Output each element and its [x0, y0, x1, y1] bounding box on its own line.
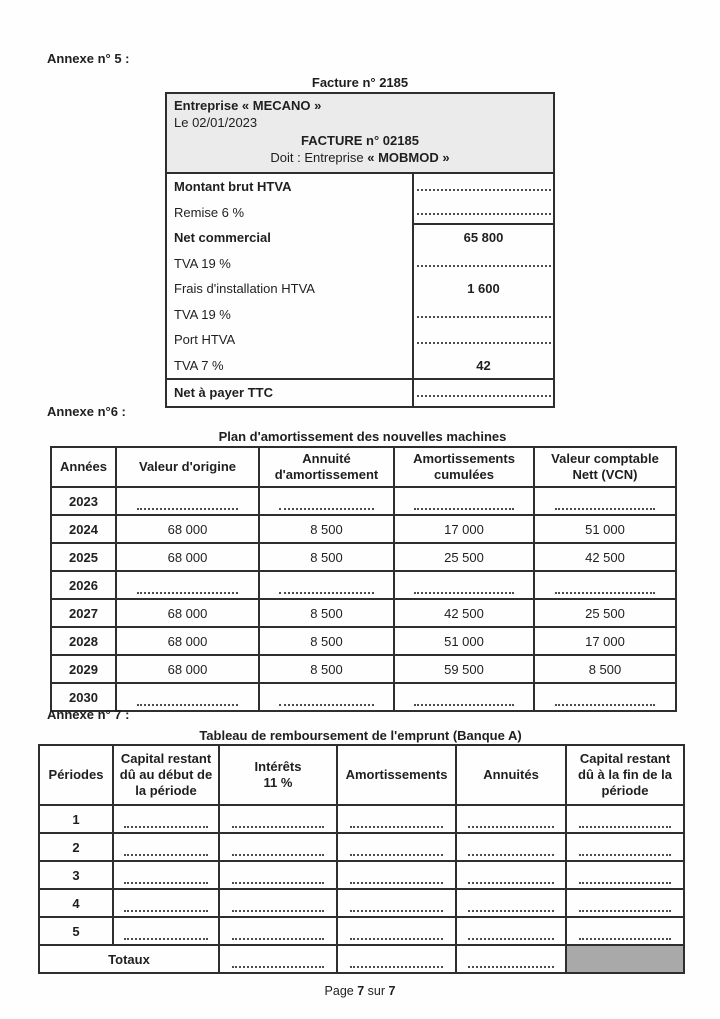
footer-separator: sur: [367, 984, 386, 998]
value-cell: [113, 861, 219, 889]
value-cell: 59 500: [394, 655, 534, 683]
table-row: [51, 655, 676, 683]
value-cell: [219, 917, 337, 945]
invoice-table: [165, 92, 555, 408]
value-cell: [337, 889, 456, 917]
year-cell: 2025: [51, 543, 116, 571]
invoice-row: [167, 302, 553, 328]
dotted-placeholder: [417, 316, 551, 318]
value-cell: [534, 487, 676, 515]
dotted-placeholder: [350, 966, 444, 968]
dotted-placeholder: [232, 938, 325, 940]
invoice-row-value: [412, 251, 553, 277]
period-cell: 5: [39, 917, 113, 945]
dotted-placeholder: [579, 826, 672, 828]
value-cell: [566, 833, 684, 861]
invoice-row-label: Net à payer TTC: [174, 385, 273, 401]
dotted-placeholder: [232, 882, 325, 884]
value-cell: [456, 833, 566, 861]
invoice-row: [167, 174, 553, 200]
value-cell: [456, 945, 566, 973]
year-cell: 2023: [51, 487, 116, 515]
column-header-annuite: Annuité d'amortissement: [259, 447, 394, 487]
value-cell: 8 500: [259, 627, 394, 655]
value-cell: [456, 861, 566, 889]
value-cell: [394, 487, 534, 515]
value-cell: [534, 683, 676, 711]
invoice-row-value: 65 800: [412, 225, 553, 251]
facture-number: FACTURE n° 02185: [301, 133, 419, 148]
value-cell: [116, 571, 259, 599]
value-cell: 17 000: [534, 627, 676, 655]
totals-cell: Totaux: [39, 945, 219, 973]
value-cell: [113, 805, 219, 833]
value-cell: [113, 889, 219, 917]
column-header-amortissements: Amortissements: [337, 745, 456, 805]
column-header-annuites: Annuités: [456, 745, 566, 805]
dotted-placeholder: [232, 826, 325, 828]
table-row: [39, 805, 684, 833]
value-cell: [116, 487, 259, 515]
value-cell: [337, 833, 456, 861]
value-cell: 8 500: [534, 655, 676, 683]
value-cell: 8 500: [259, 543, 394, 571]
value-cell: 42 500: [534, 543, 676, 571]
invoice-row-value: [412, 380, 553, 406]
year-cell: 2024: [51, 515, 116, 543]
table-row: [51, 571, 676, 599]
dotted-placeholder: [124, 854, 207, 856]
value-cell: [456, 889, 566, 917]
invoice-row-label: Frais d'installation HTVA: [174, 281, 315, 297]
value-cell: [566, 861, 684, 889]
amortization-table: [50, 446, 677, 712]
value-cell: 68 000: [116, 515, 259, 543]
dotted-placeholder: [350, 910, 444, 912]
dotted-placeholder: [137, 592, 239, 594]
value-cell: [113, 833, 219, 861]
dotted-placeholder: [350, 938, 444, 940]
value-cell: [566, 917, 684, 945]
table-row: [51, 543, 676, 571]
value-cell: [219, 861, 337, 889]
dotted-placeholder: [417, 213, 551, 215]
company-name: Entreprise « MECANO »: [174, 98, 322, 113]
invoice-row-label: Net commercial: [174, 230, 271, 246]
period-cell: 4: [39, 889, 113, 917]
value-cell: 68 000: [116, 655, 259, 683]
annexe6-heading: Annexe n°6 :: [47, 404, 126, 419]
dotted-placeholder: [350, 882, 444, 884]
value-cell: [259, 571, 394, 599]
invoice-header: [167, 94, 553, 174]
dotted-placeholder: [232, 910, 325, 912]
period-cell: 1: [39, 805, 113, 833]
value-cell: 8 500: [259, 599, 394, 627]
value-cell: [337, 805, 456, 833]
value-cell: [116, 683, 259, 711]
dotted-placeholder: [124, 826, 207, 828]
footer-page-label: Page: [324, 984, 354, 998]
amortization-table-title: Plan d'amortissement des nouvelles machines: [218, 429, 507, 444]
dotted-placeholder: [555, 704, 656, 706]
dotted-placeholder: [468, 910, 554, 912]
value-cell: 68 000: [116, 599, 259, 627]
dotted-placeholder: [350, 826, 444, 828]
page-footer: [0, 984, 720, 998]
invoice-row-label: Port HTVA: [174, 332, 236, 348]
invoice-row: [167, 225, 553, 251]
dotted-placeholder: [124, 938, 207, 940]
invoice-body: [167, 174, 553, 406]
table-row: [51, 515, 676, 543]
year-cell: 2026: [51, 571, 116, 599]
value-cell: 51 000: [394, 627, 534, 655]
column-header-capital-fin: Capital restant dû à la fin de la période: [566, 745, 684, 805]
invoice-row-value: 42: [412, 353, 553, 379]
dotted-placeholder: [124, 882, 207, 884]
value-cell: [219, 805, 337, 833]
value-cell: [259, 683, 394, 711]
value-cell: [566, 805, 684, 833]
invoice-row: [167, 378, 553, 406]
value-cell: 25 500: [394, 543, 534, 571]
dotted-placeholder: [414, 704, 513, 706]
value-cell: 68 000: [116, 627, 259, 655]
value-cell: [337, 861, 456, 889]
column-header-vcn: Valeur comptable Nett (VCN): [534, 447, 676, 487]
annexe5-heading: Annexe n° 5 :: [47, 51, 130, 66]
dotted-placeholder: [417, 395, 551, 397]
table-row: [39, 861, 684, 889]
loan-table-title: Tableau de remboursement de l'emprunt (Banque A): [199, 728, 522, 743]
value-cell: [456, 917, 566, 945]
dotted-placeholder: [579, 938, 672, 940]
value-cell: 42 500: [394, 599, 534, 627]
amortization-header-row: [51, 447, 676, 487]
column-header-interets: Intérêts 11 %: [219, 745, 337, 805]
column-header-annees: Années: [51, 447, 116, 487]
value-cell: [337, 917, 456, 945]
invoice-row-value: 1 600: [412, 276, 553, 302]
column-header-periodes: Périodes: [39, 745, 113, 805]
column-header-amortissements-cumules: Amortissements cumulées: [394, 447, 534, 487]
value-cell: 51 000: [534, 515, 676, 543]
loan-table: [38, 744, 685, 974]
value-cell: 68 000: [116, 543, 259, 571]
dotted-placeholder: [279, 508, 375, 510]
table-row: [51, 599, 676, 627]
year-cell: 2028: [51, 627, 116, 655]
doit-company: « MOBMOD »: [367, 150, 450, 165]
dotted-placeholder: [137, 508, 239, 510]
totals-row: [39, 945, 684, 973]
value-cell: [219, 833, 337, 861]
value-cell: 8 500: [259, 655, 394, 683]
invoice-row-value: [412, 174, 553, 200]
dotted-placeholder: [279, 704, 375, 706]
dotted-placeholder: [417, 189, 551, 191]
dotted-placeholder: [232, 966, 325, 968]
table-row: [51, 627, 676, 655]
invoice-row: [167, 251, 553, 277]
dotted-placeholder: [468, 938, 554, 940]
gray-cell: [566, 945, 684, 973]
value-cell: 25 500: [534, 599, 676, 627]
dotted-placeholder: [579, 882, 672, 884]
dotted-placeholder: [579, 910, 672, 912]
invoice-row: [167, 200, 553, 226]
invoice-row: [167, 353, 553, 379]
invoice-row-label: Remise 6 %: [174, 204, 245, 220]
invoice-row-label: TVA 7 %: [174, 357, 224, 373]
invoice-row: [167, 327, 553, 353]
dotted-placeholder: [414, 592, 513, 594]
table-row: [39, 917, 684, 945]
dotted-placeholder: [124, 910, 207, 912]
value-cell: [394, 683, 534, 711]
dotted-placeholder: [137, 704, 239, 706]
value-cell: [534, 571, 676, 599]
dotted-placeholder: [468, 854, 554, 856]
table-row: [39, 889, 684, 917]
invoice-date: Le 02/01/2023: [174, 115, 258, 130]
value-cell: [259, 487, 394, 515]
dotted-placeholder: [414, 508, 513, 510]
column-header-valeur-origine: Valeur d'origine: [116, 447, 259, 487]
table-row: [51, 683, 676, 711]
footer-page-total: 7: [388, 984, 396, 998]
doit-prefix: Doit : Entreprise: [270, 150, 364, 165]
value-cell: 17 000: [394, 515, 534, 543]
period-cell: 2: [39, 833, 113, 861]
value-cell: [394, 571, 534, 599]
value-cell: [219, 945, 337, 973]
dotted-placeholder: [468, 966, 554, 968]
invoice-row-label: TVA 19 %: [174, 306, 231, 322]
invoice-row-label: Montant brut HTVA: [174, 179, 292, 195]
invoice-row: [167, 276, 553, 302]
table-row: [39, 833, 684, 861]
dotted-placeholder: [417, 342, 551, 344]
invoice-row-value: [412, 200, 553, 226]
value-cell: 8 500: [259, 515, 394, 543]
year-cell: 2027: [51, 599, 116, 627]
doit-line: [174, 149, 546, 166]
value-cell: [456, 805, 566, 833]
loan-header-row: [39, 745, 684, 805]
value-cell: [337, 945, 456, 973]
invoice-title: Facture n° 2185: [311, 75, 409, 90]
invoice-row-value: [412, 302, 553, 328]
year-cell: 2030: [51, 683, 116, 711]
period-cell: 3: [39, 861, 113, 889]
value-cell: [113, 917, 219, 945]
year-cell: 2029: [51, 655, 116, 683]
dotted-placeholder: [279, 592, 375, 594]
dotted-placeholder: [579, 854, 672, 856]
dotted-placeholder: [555, 508, 656, 510]
value-cell: [566, 889, 684, 917]
dotted-placeholder: [232, 854, 325, 856]
dotted-placeholder: [417, 265, 551, 267]
footer-page-number: 7: [357, 984, 365, 998]
dotted-placeholder: [468, 882, 554, 884]
table-row: [51, 487, 676, 515]
invoice-row-value: [412, 327, 553, 353]
column-header-capital-debut: Capital restant dû au début de la période: [113, 745, 219, 805]
invoice-row-label: TVA 19 %: [174, 255, 231, 271]
dotted-placeholder: [468, 826, 554, 828]
annexe7-heading: Annexe n° 7 :: [47, 707, 130, 722]
value-cell: [219, 889, 337, 917]
dotted-placeholder: [555, 592, 656, 594]
dotted-placeholder: [350, 854, 444, 856]
